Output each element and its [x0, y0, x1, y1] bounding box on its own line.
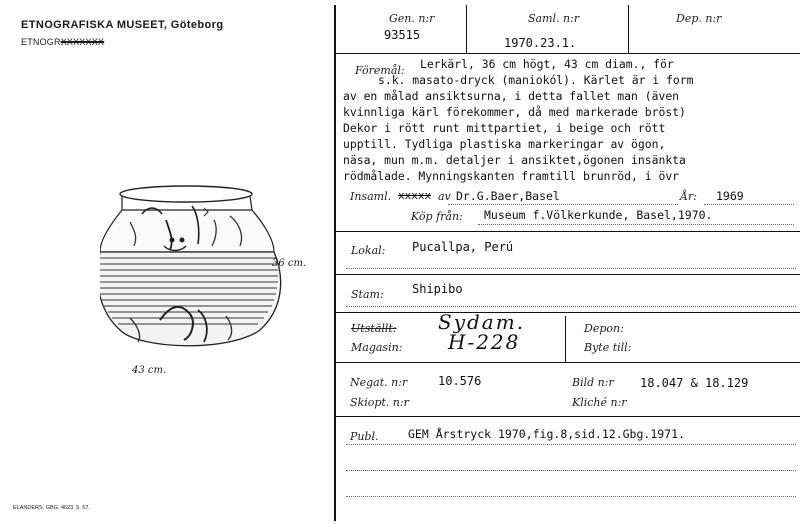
foremal-label: Föremål:: [355, 64, 405, 77]
subtitle-struck: XXXXXXX: [60, 37, 105, 47]
insaml-struck: xxxxx: [398, 189, 432, 202]
rule-foremal: [334, 231, 800, 232]
saml-label: Saml. n:r: [528, 12, 580, 25]
stam-dotline: [346, 306, 796, 307]
kop-value: Museum f.Völkerkunde, Basel,1970.: [484, 208, 713, 222]
rule-magasin: [334, 362, 800, 363]
insaml-label: Insaml.: [350, 190, 392, 203]
gen-label: Gen. n:r: [389, 12, 435, 25]
printer-imprint: ELANDERS. GBG. 4623. 5. 67.: [13, 505, 91, 511]
rule-bild: [334, 416, 800, 417]
magasin-value: H-228: [448, 330, 521, 354]
publ-dotline-2: [346, 470, 796, 471]
insaml-dotline: [448, 204, 678, 205]
publ-value: GEM Årstryck 1970,fig.8,sid.12.Gbg.1971.: [408, 427, 685, 441]
rule-stam: [334, 312, 800, 313]
bild-label: Bild n:r: [572, 376, 614, 389]
byte-label: Byte till:: [584, 341, 632, 354]
rule-header: [334, 53, 800, 54]
stam-label: Stam:: [351, 288, 384, 301]
museum-subtitle: [21, 37, 104, 47]
museum-title: ETNOGRAFISKA MUSEET, Göteborg: [21, 19, 224, 31]
foremal-line-1: Lerkärl, 36 cm högt, 43 cm diam., för: [420, 57, 674, 71]
insaml-av-label: av: [438, 190, 451, 203]
kliche-label: Kliché n:r: [572, 396, 627, 409]
card-left-rule: [334, 5, 336, 521]
publ-dotline-1: [346, 444, 796, 445]
height-note: 36 cm.: [272, 258, 307, 269]
ar-dotline: [704, 204, 794, 205]
lokal-value: Pucallpa, Perú: [412, 240, 514, 254]
publ-label: Publ.: [350, 430, 379, 443]
magasin-label: Magasin:: [351, 341, 403, 354]
saml-value: 1970.23.1.: [504, 36, 577, 50]
foremal-line-4: kvinnliga kärl förekommer, då med markerade bröst): [343, 105, 686, 119]
foremal-line-8: rödmålade. Mynningskanten framtill brunröd, i övr: [343, 169, 680, 183]
utstallt-label: Utställt:: [351, 322, 397, 335]
vessel-drawing: [100, 180, 300, 370]
gen-value: 93515: [384, 28, 421, 42]
insaml-value: Dr.G.Baer,Basel: [456, 189, 560, 203]
ar-label: År:: [680, 190, 697, 203]
width-note: 43 cm.: [132, 365, 167, 376]
skiopt-label: Skiopt. n:r: [350, 396, 409, 409]
magasin-divider: [565, 316, 566, 362]
subtitle-prefix: ETNOGR: [21, 37, 61, 47]
dep-label: Dep. n:r: [676, 12, 722, 25]
lokal-dotline: [346, 268, 796, 269]
stam-value: Shipibo: [412, 282, 463, 296]
publ-dotline-3: [346, 496, 796, 497]
kop-dotline: [478, 224, 794, 225]
foremal-line-3: av en målad ansiktsurna, i detta fallet man (även: [343, 89, 680, 103]
negat-label: Negat. n:r: [350, 376, 408, 389]
foremal-line-7: näsa, mun m.m. detaljer i ansiktet,ögonen insänkta: [343, 153, 686, 167]
rule-lokal: [334, 274, 800, 275]
depon-label: Depon:: [584, 322, 624, 335]
bild-value: 18.047 & 18.129: [640, 376, 749, 390]
foremal-line-2: s.k. masato-dryck (maniokól). Kärlet är i form: [378, 73, 694, 87]
ar-value: 1969: [716, 189, 744, 203]
header-divider-1: [466, 5, 467, 53]
utstallt-value: Sydam.: [438, 310, 526, 334]
header-divider-2: [628, 5, 629, 53]
lokal-label: Lokal:: [351, 244, 386, 257]
negat-value: 10.576: [438, 374, 482, 388]
kop-label: Köp från:: [411, 210, 463, 223]
foremal-line-5: Dekor i rött runt mittpartiet, i beige och rött: [343, 121, 666, 135]
foremal-line-6: upptill. Tydliga plastiska markeringar av ögon,: [343, 137, 666, 151]
